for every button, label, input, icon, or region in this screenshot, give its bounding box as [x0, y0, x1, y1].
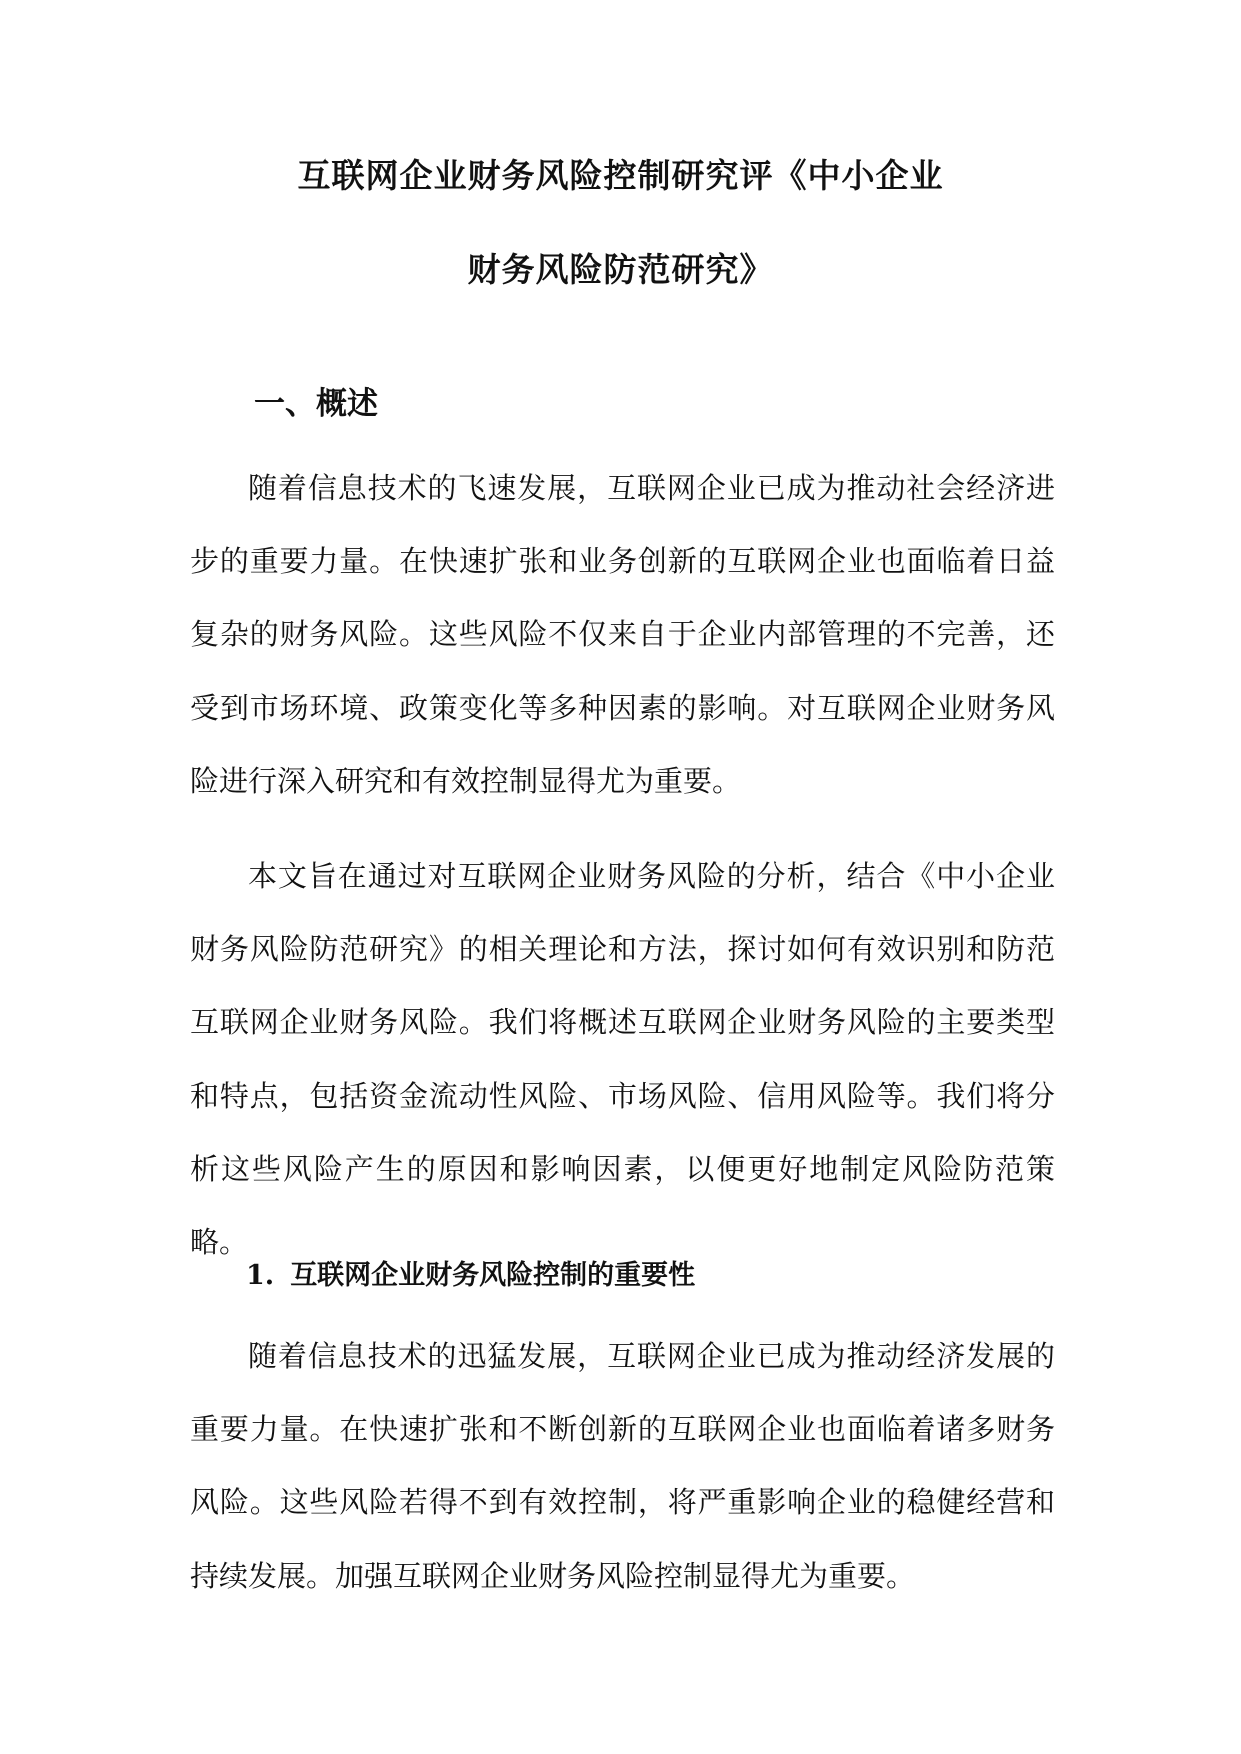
- importance-paragraph-1: 随着信息技术的迅猛发展，互联网企业已成为推动经济发展的重要力量。在快速扩张和不断创新的互联网企业也面临着诸多财务风险。这些风险若得不到有效控制，将严重影响企业的稳健经营和持续发展。加强互联网企业财务风险控制显得尤为重要。: [190, 1339, 1055, 1593]
- document-title-line-1: 互联网企业财务风险控制研究评《中小企业: [297, 156, 944, 195]
- section-heading-overview: 一、概述: [254, 386, 378, 422]
- document-title-line-2: 财务风险防范研究》: [467, 250, 774, 289]
- subsection-heading-importance: [246, 1258, 695, 1294]
- overview-paragraph-1: 随着信息技术的飞速发展，互联网企业已成为推动社会经济进步的重要力量。在快速扩张和业务创新的互联网企业也面临着日益复杂的财务风险。这些风险不仅来自于企业内部管理的不完善，还受到市场环境、政策变化等多种因素的影响。对互联网企业财务风险进行深入研究和有效控制显得尤为重要。: [190, 471, 1055, 798]
- subsection-number: 1.: [246, 1260, 275, 1291]
- overview-paragraph-2: 本文旨在通过对互联网企业财务风险的分析，结合《中小企业财务风险防范研究》的相关理论和方法，探讨如何有效识别和防范互联网企业财务风险。我们将概述互联网企业财务风险的主要类型和特点，包括资金流动性风险、市场风险、信用风险等。我们将分析这些风险产生的原因和影响因素，以便更好地制定风险防范策略。: [190, 859, 1055, 1260]
- subsection-heading-text: 互联网企业财务风险控制的重要性: [290, 1260, 696, 1291]
